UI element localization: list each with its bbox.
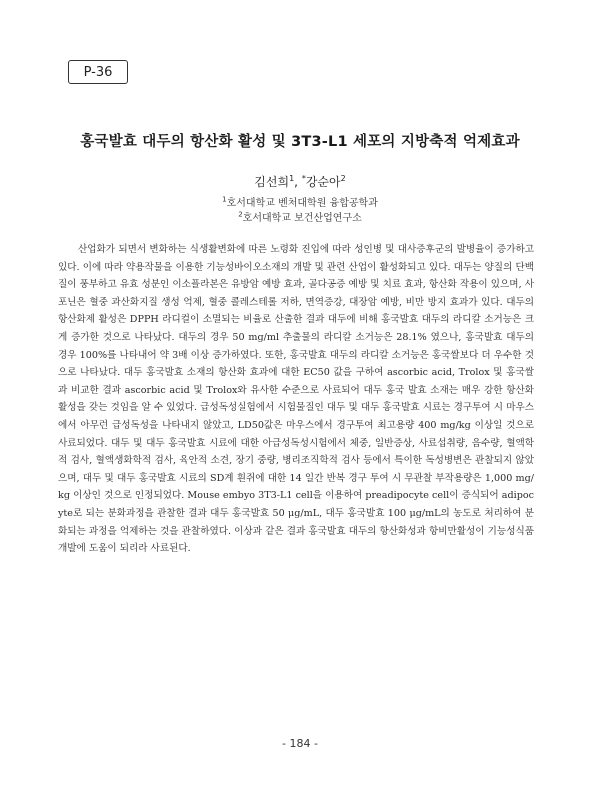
affiliation-text: 호서대학교 보건산업연구소 xyxy=(242,213,362,224)
paper-title: 홍국발효 대두의 항산화 활성 및 3T3-L1 세포의 지방축적 억제효과 xyxy=(80,134,520,150)
poster-number-badge: P-36 xyxy=(68,60,128,84)
page-number: - 184 - xyxy=(282,737,318,750)
abstract-body: 산업화가 되면서 변화하는 식생활변화에 따른 노령화 진입에 따라 성인병 및 대사증후군의 발병율이 증가하고 있다. 이에 따라 약용작물을 이용한 기능성바이오소재의 개발 및 관련 산업이 활성화되고 있다. 대두는 양질의 단백질이 풍부하고 유효 성분인 이소플라본은 유방암 예방 효과, 골다공증 예방 및 치료 효과, 항산화 작용이 있으며, 사포닌은 혈중 과산화지질 생성 억제, 혈중 콜레스테롤 저하, 면역증강, 대장암 예방, 비만 방지 효과가 있다. 대두의 항산화제 활성은 DPPH 라디컬이 소멸되는 비율로 산출한 결과 대두에 비해 홍국발효 대두의 라디칼 소거능은 크게 증가한 것으로 나타났다. 대두의 경우 50 mg/ml 추출물의 라디칼 소거능은 28.1% 였으나, 홍국발효 대두의 경우 100%를 나타내어 약 3배 이상 증가하였다. 또한, 홍국발효 대두의 라디칼 소거능은 홍국쌀보다 더 우수한 것으로 나타났다. 대두 홍국발효 소재의 항산화 효과에 대한 EC50 값을 구하여 ascorbic acid, Trolox 및 홍국쌀과 비교한 결과 ascorbic acid 및 Trolox와 유사한 수준으로 사료되어 대두 홍국 발효 소재는 매우 강한 항산화 활성을 갖는 것임을 알 수 있었다. 급성독성실험에서 시험물질인 대두 및 대두 홍국발효 시료는 경구투여 시 마우스에서 아무런 급성독성을 나타내지 않았고, LD50값은 마우스에서 경구투여 최고용량 400 mg/kg 이상일 것으로 사료되었다. 대두 및 대두 홍국발효 시료에 대한 아급성독성시험에서 체중, 일반증상, 사료섭취량, 음수량, 혈액학적 검사, 혈액생화학적 검사, 육안적 소견, 장기 중량, 병리조직학적 검사 등에서 특이한 독성병변은 관찰되지 않았으며, 대두 및 대두 홍국발효 시료의 SD계 흰쥐에 대한 14 일간 반복 경구 투여 시 무관찰 부작용량은 1,000 mg/kg 이상인 것으로 인정되었다. Mouse embyo 3T3-L1 cell을 이용하여 preadipocyte cell이 증식되어 adipocyte로 되는 분화과정을 관찰한 결과 대두 홍국발효 50 μg/mL, 대두 홍국발효 100 μg/mL의 농도로 처리하여 분화되는 과정을 억제하는 것을 관찰하였다. 이상과 같은 결과 홍국발효 대두의 항산화성과 항비만활성이 기능성식품개발에 도움이 되리라 사료된다. xyxy=(58,244,534,555)
affiliation-mark: 1 xyxy=(289,174,295,183)
author-line xyxy=(0,173,600,190)
author-name: 강순아 xyxy=(305,175,341,189)
affiliation xyxy=(0,194,600,209)
affiliation xyxy=(0,209,600,224)
author-separator: , xyxy=(294,175,302,189)
affiliation-mark: 2 xyxy=(238,210,243,219)
affiliation-mark: 2 xyxy=(340,174,346,183)
affiliation-mark: 1 xyxy=(222,195,227,204)
affiliation-text: 호서대학교 벤처대학원 융합공학과 xyxy=(226,198,378,209)
corresponding-mark: * xyxy=(301,174,306,183)
author-name: 김선희 xyxy=(254,175,290,189)
